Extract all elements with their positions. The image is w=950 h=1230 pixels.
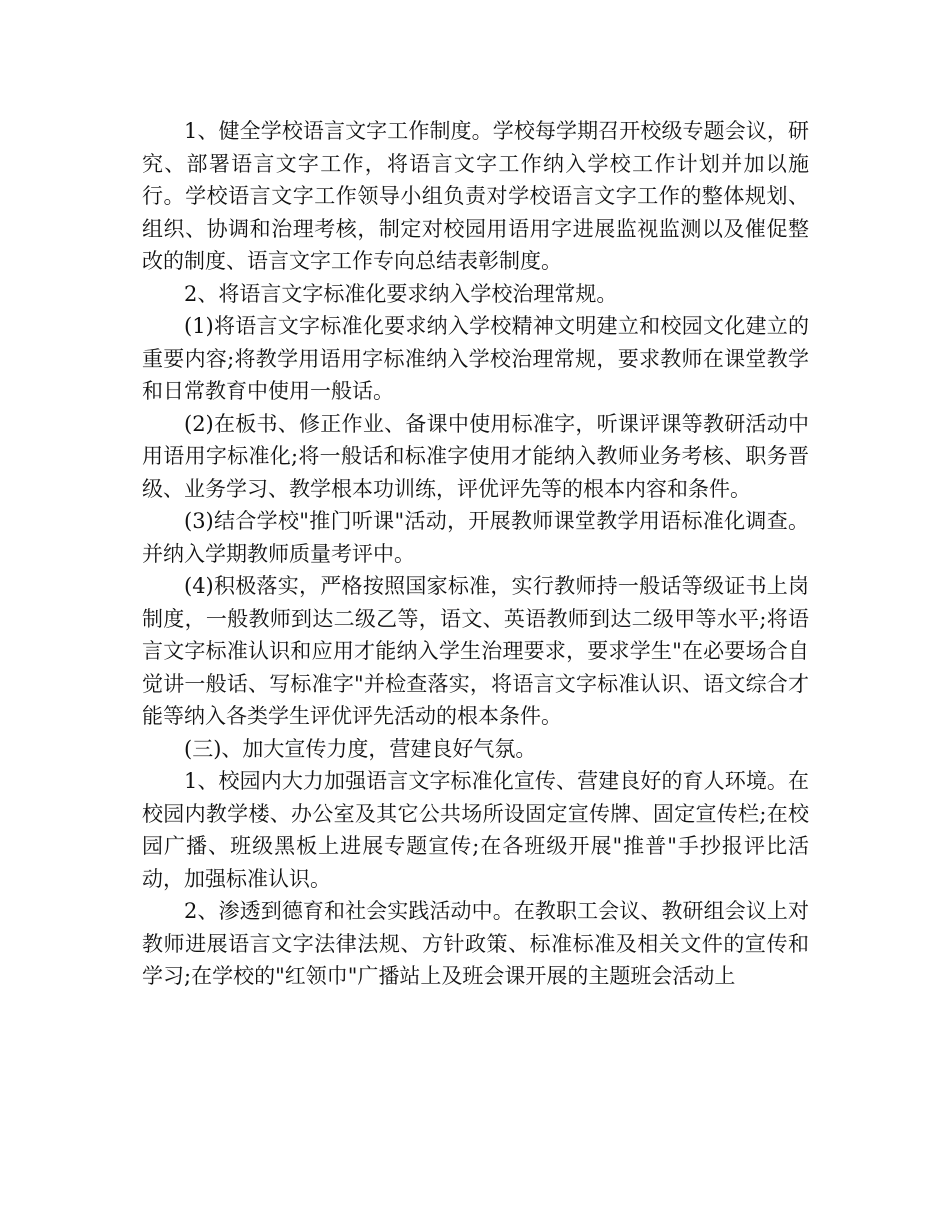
- paragraph-3: (1)将语言文字标准化要求纳入学校精神文明建立和校园文化建立的重要内容;将教学用语用字标准纳入学校治理常规，要求教师在课堂教学和日常教育中使用一般话。: [142, 314, 809, 403]
- paragraph-4: (2)在板书、修正作业、备课中使用标准字，听课评课等教研活动中用语用字标准化;将一般话和标准字使用才能纳入教师业务考核、职务晋级、业务学习、教学根本功训练，评优评先等的根本内容和条件。: [142, 411, 809, 501]
- section-heading: (三)、加大宣传力度，营建良好气氛。: [184, 736, 537, 761]
- paragraph-6: (4)积极落实，严格按照国家标准，实行教师持一般话等级证书上岗制度，一般教师到达二级乙等，语文、英语教师到达二级甲等水平;将语言文字标准认识和应用才能纳入学生治理要求，要求学生"在必要场合自觉讲一般话、写标准字"并检查落实，将语言文字标准认识、语文综合才能等纳入各类学生评优评先活动的根本条件。: [142, 574, 809, 728]
- paragraph-5: (3)结合学校"推门听课"活动，开展教师课堂教学用语标准化调查。并纳入学期教师质量考评中。: [142, 509, 809, 566]
- paragraph-8: 1、校园内大力加强语言文字标准化宣传、营建良好的育人环境。在校园内教学楼、办公室及其它公共场所设固定宣传牌、固定宣传栏;在校园广播、班级黑板上进展专题宣传;在各班级开展"推普"手抄报评比活动，加强标准认识。: [142, 769, 809, 891]
- document-body: [142, 115, 809, 993]
- paragraph-2: 2、将语言文字标准化要求纳入学校治理常规。: [184, 281, 618, 306]
- paragraph-1: 1、健全学校语言文字工作制度。学校每学期召开校级专题会议，研究、部署语言文字工作，将语言文字工作纳入学校工作计划并加以施行。学校语言文字工作领导小组负责对学校语言文字工作的整体规划、组织、协调和治理考核，制定对校园用语用字进展监视监测以及催促整改的制度、语言文字工作专向总结表彰制度。: [142, 119, 809, 273]
- paragraph-9: 2、渗透到德育和社会实践活动中。在教职工会议、教研组会议上对教师进展语言文字法律法规、方针政策、标准标准及相关文件的宣传和学习;在学校的"红领巾"广播站上及班会课开展的主题班会活动上: [142, 899, 809, 988]
